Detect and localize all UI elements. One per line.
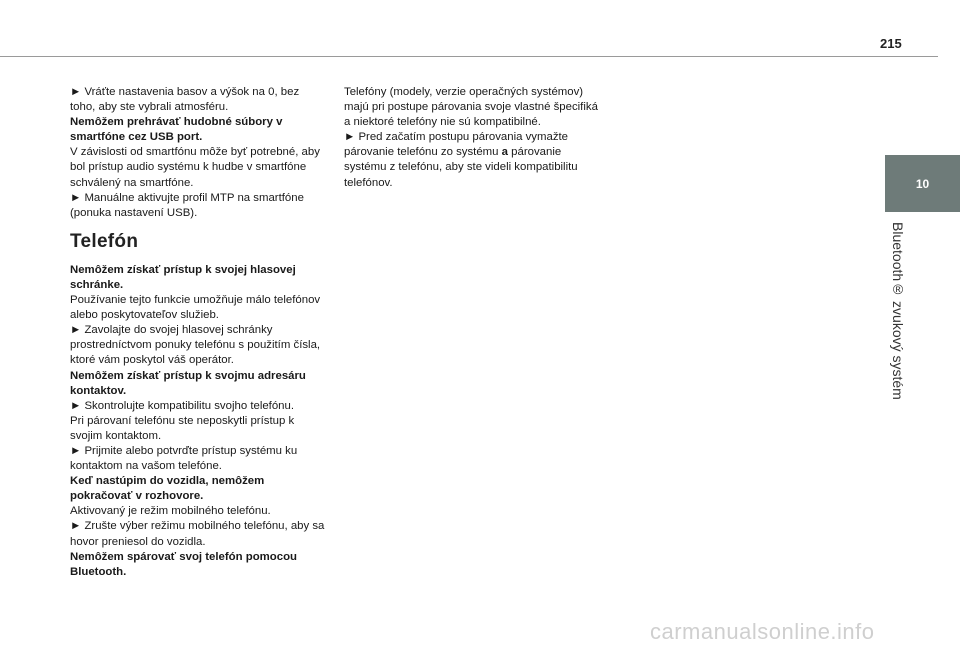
text-run: ► Pred začatím postupu párovania vymažte párovanie telefónu zo systému	[344, 131, 569, 159]
paragraph: ► Vráťte nastavenia basov a výšok na 0, bez toho, aby ste vybrali atmosféru.	[70, 86, 300, 114]
paragraph: Aktivovaný je režim mobilného telefónu.	[70, 505, 271, 518]
paragraph: V závislosti od smartfónu môže byť potrebné, aby bol prístup audio systému k hudbe v smartfóne schválený na smartfóne.	[70, 146, 320, 189]
chapter-number: 10	[915, 176, 930, 191]
chapter-tab	[885, 155, 960, 212]
paragraph	[344, 130, 600, 190]
paragraph: ► Zavolajte do svojej hlasovej schránky prostredníctvom ponuky telefónu s použitím čísla, ktoré vám poskytol váš operátor.	[70, 324, 321, 367]
question-heading: Nemôžem získať prístup k svojej hlasovej schránke.	[70, 263, 296, 291]
question-heading: Nemôžem získať prístup k svojmu adresáru kontaktov.	[70, 369, 306, 397]
paragraph: Používanie tejto funkcie umožňuje málo telefónov alebo poskytovateľov služieb.	[70, 294, 321, 322]
right-column	[344, 85, 600, 191]
chapter-title: Bluetooth® zvukový systém	[890, 222, 906, 400]
section-title: Telefón	[70, 230, 139, 252]
question-heading: Nemôžem prehrávať hudobné súbory v smartfóne cez USB port.	[70, 116, 283, 144]
page-number: 215	[880, 36, 902, 51]
text-run: párovanie systému z telefónu, aby ste videli kompatibilitu telefónov.	[344, 146, 578, 189]
left-column	[70, 85, 326, 580]
paragraph: ► Skontrolujte kompatibilitu svojho telefónu.	[70, 399, 295, 412]
paragraph: ► Manuálne aktivujte profil MTP na smartfóne (ponuka nastavení USB).	[70, 191, 304, 219]
paragraph: Pri párovaní telefónu ste neposkytli prístup k svojim kontaktom.	[70, 414, 295, 442]
watermark: carmanualsonline.info	[650, 619, 875, 644]
question-heading: Keď nastúpim do vozidla, nemôžem pokračovať v rozhovore.	[70, 475, 265, 503]
paragraph: Telefóny (modely, verzie operačných systémov) majú pri postupe párovania svoje vlastné špecifiká a niektoré telefóny nie sú kompatibilné.	[344, 86, 598, 129]
paragraph: ► Zrušte výber režimu mobilného telefónu, aby sa hovor preniesol do vozidla.	[70, 520, 325, 548]
header-rule	[0, 56, 938, 57]
text-run-bold: a	[501, 146, 509, 159]
paragraph: ► Prijmite alebo potvrďte prístup systému ku kontaktom na vašom telefóne.	[70, 444, 298, 473]
question-heading: Nemôžem spárovať svoj telefón pomocou Bluetooth.	[70, 550, 297, 578]
